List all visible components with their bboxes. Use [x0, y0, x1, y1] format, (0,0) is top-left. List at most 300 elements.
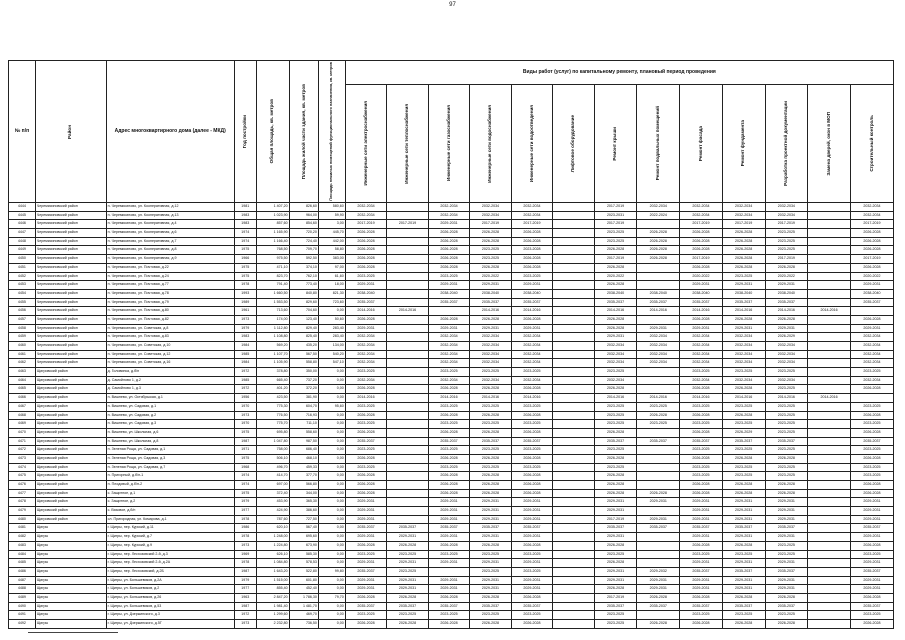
- cell-row-number: 4454: [9, 289, 36, 298]
- cell-work-period: 2026-2028: [470, 428, 511, 437]
- cell-work-period: 2026-2028: [345, 411, 386, 420]
- cell-work-period: 2026-2028: [511, 481, 552, 490]
- cell-work-period: 2023-2025: [765, 411, 808, 420]
- cell-work-period: [553, 394, 594, 403]
- cell-work-period: [637, 550, 680, 559]
- cell-year: 1974: [234, 481, 256, 490]
- cell-total-area: 713,60: [256, 307, 289, 316]
- cell-work-period: [808, 611, 851, 620]
- cell-work-period: [637, 272, 680, 281]
- cell-nonliving-area: 0,00: [318, 463, 345, 472]
- table-row: [9, 498, 894, 507]
- cell-year: 1987: [234, 437, 256, 446]
- cell-year: 1979: [234, 498, 256, 507]
- cell-work-period: 2032-2034: [345, 350, 386, 359]
- cell-district: Черемисиновский район: [35, 315, 106, 324]
- cell-work-period: 2035-2037: [345, 298, 386, 307]
- table-row: [9, 324, 894, 333]
- cell-work-period: 2014-2016: [470, 394, 511, 403]
- cell-work-period: 2023-2025: [765, 368, 808, 377]
- cell-work-period: 2029-2032: [637, 567, 680, 576]
- cell-year: 1972: [234, 385, 256, 394]
- cell-work-period: 2032-2034: [722, 211, 765, 220]
- cell-year: 1978: [234, 533, 256, 542]
- cell-work-period: 2023-2025: [345, 272, 386, 281]
- cell-total-area: 569,20: [256, 342, 289, 351]
- cell-address: с. Вязовое, д.б/н: [106, 507, 234, 516]
- table-row: [9, 463, 894, 472]
- cell-work-period: [553, 481, 594, 490]
- cell-work-period: 2026-2028: [511, 593, 552, 602]
- cell-work-period: 2026-2028: [511, 620, 552, 629]
- cell-work-period: 2029-2031: [345, 324, 386, 333]
- cell-work-period: 2014-2016: [511, 394, 552, 403]
- cell-work-period: 2032-2034: [345, 333, 386, 342]
- cell-address: п. Черемисиново, ул. Кооперативная, д.12: [106, 203, 234, 212]
- cell-year: 1972: [234, 611, 256, 620]
- table-row: [9, 524, 894, 533]
- cell-total-area: 174,00: [256, 315, 289, 324]
- cell-work-period: 2026-2028: [511, 385, 552, 394]
- cell-work-period: 2032-2034: [680, 342, 723, 351]
- cell-nonliving-area: 0,00: [318, 533, 345, 542]
- cell-work-period: [808, 411, 851, 420]
- cell-work-period: 2023-2025: [722, 472, 765, 481]
- cell-work-period: 2032-2034: [722, 333, 765, 342]
- cell-living-area: 469,70: [289, 611, 318, 620]
- cell-address: г. Щигры, ул. Большевиков, д.2: [106, 585, 234, 594]
- cell-nonliving-area: 0,00: [318, 507, 345, 516]
- cell-work-period: 2017-2019: [680, 220, 723, 229]
- cell-living-area: 964,00: [289, 211, 318, 220]
- cell-total-area: 453,90: [256, 498, 289, 507]
- table-row: [9, 411, 894, 420]
- cell-work-period: 2023-2025: [680, 472, 723, 481]
- cell-work-period: 2023-2025: [428, 368, 469, 377]
- cell-work-period: 2026-2028: [722, 411, 765, 420]
- cell-work-period: 2020-2022: [850, 272, 893, 281]
- cell-work-period: 2023-2025: [345, 550, 386, 559]
- cell-year: 1975: [234, 428, 256, 437]
- cell-work-period: 2023-2025: [511, 611, 552, 620]
- cell-district: Черемисиновский район: [35, 281, 106, 290]
- cell-work-period: 2023-2025: [345, 463, 386, 472]
- cell-year: 1970: [234, 420, 256, 429]
- table-row: [9, 576, 894, 585]
- table-row: [9, 289, 894, 298]
- cell-year: 1987: [234, 567, 256, 576]
- table-row: [9, 593, 894, 602]
- cell-work-period: 2032-2034: [680, 350, 723, 359]
- cell-work-period: 2026-2028: [345, 593, 386, 602]
- table-row: [9, 602, 894, 611]
- cell-work-period: [387, 281, 428, 290]
- cell-district: Черемисиновский район: [35, 350, 106, 359]
- cell-work-period: 2023-2025: [765, 420, 808, 429]
- cell-work-period: 2023-2025: [594, 411, 637, 420]
- cell-work-period: [387, 411, 428, 420]
- cell-total-area: 1 105,90: [256, 359, 289, 368]
- cell-work-period: [553, 507, 594, 516]
- cell-nonliving-area: 97,00: [318, 263, 345, 272]
- cell-work-period: 2026-2028: [680, 593, 723, 602]
- cell-work-period: 2032-2034: [470, 342, 511, 351]
- cell-work-period: [637, 263, 680, 272]
- cell-living-area: 840,80: [289, 289, 318, 298]
- cell-work-period: 2029-2031: [765, 324, 808, 333]
- cell-work-period: 2029-2031: [345, 585, 386, 594]
- cell-work-period: 2032-2034: [765, 211, 808, 220]
- cell-work-period: 2026-2028: [345, 481, 386, 490]
- table-row: [9, 272, 894, 281]
- cell-work-period: 2023-2025: [470, 255, 511, 264]
- cell-address: с. Защитное, д.2: [106, 498, 234, 507]
- cell-total-area: 665,40: [256, 376, 289, 385]
- cell-work-period: 2023-2025: [345, 611, 386, 620]
- cell-work-period: [808, 359, 851, 368]
- cell-work-period: [553, 211, 594, 220]
- cell-district: Щигровский район: [35, 446, 106, 455]
- page-number: 97: [449, 2, 456, 8]
- cell-row-number: 4492: [9, 620, 36, 629]
- cell-work-period: 2023-2025: [470, 446, 511, 455]
- cell-living-area: 724,40: [289, 237, 318, 246]
- cell-work-period: [637, 533, 680, 542]
- cell-work-period: 2026-2028: [511, 428, 552, 437]
- cell-work-period: [387, 472, 428, 481]
- cell-work-period: 2026-2028: [428, 428, 469, 437]
- cell-work-period: 2026-2028: [594, 281, 637, 290]
- cell-work-period: 2026-2028: [511, 315, 552, 324]
- cell-work-period: [387, 272, 428, 281]
- cell-year: 1981: [234, 203, 256, 212]
- cell-work-period: [387, 420, 428, 429]
- cell-district: Черемисиновский район: [35, 263, 106, 272]
- cell-work-period: 2029-2031: [345, 576, 386, 585]
- cell-work-period: 2014-2016: [594, 307, 637, 316]
- cell-year: 1956: [234, 394, 256, 403]
- cell-row-number: 4491: [9, 611, 36, 620]
- cell-living-area: 585,30: [289, 550, 318, 559]
- cell-work-period: 2023-2025: [722, 611, 765, 620]
- cell-work-period: 2023-2025: [470, 611, 511, 620]
- cell-work-period: [553, 576, 594, 585]
- cell-year: 1974: [234, 229, 256, 238]
- cell-work-period: 2026-2028: [680, 315, 723, 324]
- cell-work-period: 2029-2031: [850, 498, 893, 507]
- cell-year: 1984: [234, 342, 256, 351]
- cell-work-period: 2026-2028: [680, 454, 723, 463]
- cell-work-period: 2023-2031: [594, 211, 637, 220]
- cell-row-number: 4483: [9, 541, 36, 550]
- cell-work-period: [808, 333, 851, 342]
- cell-work-period: 2026-2028: [850, 593, 893, 602]
- table-row: [9, 237, 894, 246]
- cell-work-period: 2032-2034: [511, 203, 552, 212]
- cell-work-period: 2035-2037: [428, 298, 469, 307]
- cell-work-period: 2029-2031: [511, 281, 552, 290]
- cell-work-period: 2035-2037: [722, 567, 765, 576]
- cell-work-period: [637, 315, 680, 324]
- cell-row-number: 4474: [9, 463, 36, 472]
- cell-work-period: 2038-2040: [680, 289, 723, 298]
- table-row: [9, 611, 894, 620]
- cell-row-number: 4478: [9, 498, 36, 507]
- cell-work-period: [553, 237, 594, 246]
- cell-year: 1983: [234, 211, 256, 220]
- cell-work-period: 2014-2016: [808, 394, 851, 403]
- table-row: [9, 333, 894, 342]
- cell-work-period: 2035-2037: [722, 298, 765, 307]
- cell-work-period: [553, 402, 594, 411]
- cell-work-period: 2038-2040: [470, 289, 511, 298]
- cell-year: 1971: [234, 446, 256, 455]
- cell-work-period: 2032-2034: [722, 350, 765, 359]
- cell-living-area: 773,40: [289, 281, 318, 290]
- cell-work-period: [553, 350, 594, 359]
- cell-work-period: 2032-2034: [637, 203, 680, 212]
- cell-work-period: 2023-2025: [765, 611, 808, 620]
- cell-work-period: 2032-2034: [511, 342, 552, 351]
- cell-work-period: 2029-2031: [345, 515, 386, 524]
- cell-work-period: [387, 211, 428, 220]
- cell-work-period: [808, 229, 851, 238]
- cell-row-number: 4485: [9, 559, 36, 568]
- cell-work-period: 2023-2025: [765, 541, 808, 550]
- cell-work-period: 2026-2028: [680, 541, 723, 550]
- cell-work-period: 2029-2031: [765, 533, 808, 542]
- cell-work-period: 2023-2025: [345, 402, 386, 411]
- cell-work-period: 2023-2025: [594, 611, 637, 620]
- cell-nonliving-area: 0,00: [318, 437, 345, 446]
- cell-row-number: 4488: [9, 585, 36, 594]
- cell-work-period: 2023-2025: [511, 550, 552, 559]
- col-header-work: Ремонт фасада: [680, 85, 723, 203]
- cell-total-area: 2 232,80: [256, 620, 289, 629]
- table-row: [9, 559, 894, 568]
- cell-nonliving-area: 0,00: [318, 454, 345, 463]
- cell-work-period: 2026-2028: [850, 454, 893, 463]
- cell-work-period: [808, 281, 851, 290]
- cell-work-period: 2029-2031: [680, 281, 723, 290]
- cell-work-period: 2026-2028: [428, 385, 469, 394]
- cell-work-period: 2023-2025: [850, 402, 893, 411]
- table-row: [9, 454, 894, 463]
- cell-work-period: 2026-2028: [680, 246, 723, 255]
- cell-nonliving-area: 0,00: [318, 620, 345, 629]
- col-header-work: Замена дверей, окон в МОП: [808, 85, 851, 203]
- cell-total-area: 1 023,90: [256, 211, 289, 220]
- cell-work-period: [808, 402, 851, 411]
- cell-nonliving-area: 0,00: [318, 559, 345, 568]
- cell-living-area: 372,20: [289, 385, 318, 394]
- cell-work-period: 2035-2037: [680, 524, 723, 533]
- cell-work-period: 2026-2028: [680, 411, 723, 420]
- cell-work-period: 2029-2031: [345, 498, 386, 507]
- cell-row-number: 4458: [9, 324, 36, 333]
- cell-work-period: [387, 463, 428, 472]
- cell-work-period: 2035-2037: [511, 298, 552, 307]
- cell-work-period: 2029-2031: [680, 576, 723, 585]
- col-header-year: Год постройки: [234, 61, 256, 203]
- cell-year: 1975: [234, 272, 256, 281]
- table-row: [9, 489, 894, 498]
- cell-living-area: 567,40: [289, 524, 318, 533]
- cell-work-period: 2026-2029: [765, 333, 808, 342]
- cell-row-number: 4446: [9, 220, 36, 229]
- cell-work-period: [553, 559, 594, 568]
- cell-work-period: [637, 454, 680, 463]
- cell-work-period: 2026-2028: [345, 255, 386, 264]
- cell-work-period: 2032-2034: [511, 211, 552, 220]
- cell-work-period: 2026-2028: [345, 472, 386, 481]
- cell-work-period: 2035-2037: [345, 437, 386, 446]
- cell-total-area: 1 166,40: [256, 237, 289, 246]
- cell-work-period: [553, 550, 594, 559]
- cell-nonliving-area: 59,90: [318, 211, 345, 220]
- cell-work-period: 2029-2031: [680, 585, 723, 594]
- cell-work-period: 2023-2025: [594, 420, 637, 429]
- cell-work-period: 2029-2031: [850, 533, 893, 542]
- cell-work-period: 2029-2031: [470, 533, 511, 542]
- cell-district: Щигры: [35, 602, 106, 611]
- cell-work-period: [387, 498, 428, 507]
- cell-work-period: 2029-2031: [428, 220, 469, 229]
- cell-work-period: [637, 507, 680, 516]
- cell-district: Черемисиновский район: [35, 272, 106, 281]
- table-row: [9, 550, 894, 559]
- cell-work-period: [387, 229, 428, 238]
- cell-year: 1968: [234, 463, 256, 472]
- cell-living-area: 727,50: [289, 515, 318, 524]
- cell-living-area: 1 481,70: [289, 602, 318, 611]
- cell-nonliving-area: 0,00: [318, 524, 345, 533]
- cell-work-period: 2029-2031: [428, 498, 469, 507]
- col-header-work: Инженерные сети газоснабжения: [428, 85, 469, 203]
- cell-living-area: 558,80: [289, 359, 318, 368]
- cell-work-period: 2023-2025: [765, 385, 808, 394]
- cell-work-period: 2032-2034: [637, 350, 680, 359]
- cell-total-area: 1 248,00: [256, 533, 289, 542]
- cell-living-area: 381,90: [289, 394, 318, 403]
- table-row: [9, 315, 894, 324]
- cell-work-period: 2029-2031: [470, 498, 511, 507]
- cell-total-area: 1 165,90: [256, 229, 289, 238]
- cell-work-period: 2026-2028: [765, 315, 808, 324]
- cell-living-area: 522,80: [289, 567, 318, 576]
- cell-work-period: 2026-2028: [850, 481, 893, 490]
- cell-work-period: 2032-2034: [765, 342, 808, 351]
- cell-work-period: 2023-2025: [850, 446, 893, 455]
- cell-work-period: 2026-2028: [428, 263, 469, 272]
- cell-work-period: [553, 385, 594, 394]
- cell-work-period: 2026-2028: [722, 593, 765, 602]
- cell-work-period: 2026-2028: [428, 411, 469, 420]
- cell-total-area: 1 047,80: [256, 437, 289, 446]
- cell-work-period: [808, 263, 851, 272]
- cell-living-area: 365,30: [289, 498, 318, 507]
- cell-total-area: 695,80: [256, 428, 289, 437]
- cell-address: п. Черемисиново, ул. Советская, д.8: [106, 324, 234, 333]
- cell-work-period: 2032-2034: [345, 211, 386, 220]
- cell-work-period: 2026-2028: [850, 263, 893, 272]
- cell-work-period: 2026-2028: [470, 263, 511, 272]
- cell-work-period: 2023-2025: [594, 402, 637, 411]
- cell-work-period: 2029-2031: [850, 576, 893, 585]
- cell-nonliving-area: 0,00: [318, 385, 345, 394]
- col-header-work: Ремонт подвальных помещений: [637, 85, 680, 203]
- cell-work-period: [808, 220, 851, 229]
- table-row: [9, 368, 894, 377]
- cell-work-period: 2026-2028: [850, 411, 893, 420]
- cell-work-period: [808, 454, 851, 463]
- cell-work-period: 2017-2019: [387, 220, 428, 229]
- cell-work-period: 2035-2037: [428, 602, 469, 611]
- cell-work-period: [387, 368, 428, 377]
- cell-work-period: [387, 515, 428, 524]
- cell-work-period: 2026-2028: [850, 489, 893, 498]
- cell-work-period: 2029-2031: [680, 515, 723, 524]
- cell-living-area: 452,40: [289, 585, 318, 594]
- cell-work-period: 2023-2025: [680, 446, 723, 455]
- cell-work-period: 2026-2028: [594, 541, 637, 550]
- cell-work-period: 2023-2025: [470, 463, 511, 472]
- cell-district: Щигровский район: [35, 481, 106, 490]
- cell-work-period: [553, 307, 594, 316]
- cell-work-period: 2029-2031: [387, 533, 428, 542]
- cell-year: 1978: [234, 515, 256, 524]
- cell-work-period: 2023-2025: [722, 550, 765, 559]
- cell-work-period: 2029-2031: [345, 559, 386, 568]
- cell-work-period: 2017-2019: [850, 255, 893, 264]
- cell-work-period: 2026-2028: [765, 454, 808, 463]
- cell-work-period: 2023-2025: [722, 446, 765, 455]
- cell-row-number: 4471: [9, 437, 36, 446]
- cell-work-period: 2026-2028: [765, 620, 808, 629]
- cell-row-number: 4448: [9, 237, 36, 246]
- cell-row-number: 4470: [9, 428, 36, 437]
- cell-work-period: 2014-2016: [680, 307, 723, 316]
- cell-work-period: 2029-2031: [680, 559, 723, 568]
- cell-work-period: [553, 463, 594, 472]
- cell-work-period: [553, 368, 594, 377]
- cell-living-area: 711,10: [289, 420, 318, 429]
- cell-work-period: 2032-2034: [765, 359, 808, 368]
- cell-work-period: [553, 567, 594, 576]
- cell-work-period: 2026-2028: [470, 489, 511, 498]
- cell-work-period: 2029-2031: [345, 533, 386, 542]
- cell-work-period: 2032-2034: [470, 203, 511, 212]
- cell-nonliving-area: 445,70: [318, 229, 345, 238]
- cell-work-period: 2035-2037: [387, 524, 428, 533]
- cell-work-period: 2023-2025: [511, 446, 552, 455]
- cell-work-period: 2029-2031: [470, 585, 511, 594]
- cell-year: 1975: [234, 454, 256, 463]
- cell-work-period: 2026-2028: [637, 593, 680, 602]
- cell-work-period: 2023-2025: [722, 402, 765, 411]
- cell-address: п. Черемисиново, ул. Советская, д.12: [106, 350, 234, 359]
- cell-work-period: [553, 428, 594, 437]
- cell-district: Черемисиновский район: [35, 255, 106, 264]
- cell-work-period: 2029-2031: [511, 576, 552, 585]
- cell-work-period: 2026-2028: [850, 428, 893, 437]
- cell-nonliving-area: 0,00: [318, 585, 345, 594]
- cell-total-area: 1 107,70: [256, 350, 289, 359]
- cell-work-period: 2023-2028: [511, 246, 552, 255]
- cell-row-number: 4472: [9, 446, 36, 455]
- table-row: [9, 246, 894, 255]
- cell-work-period: [387, 376, 428, 385]
